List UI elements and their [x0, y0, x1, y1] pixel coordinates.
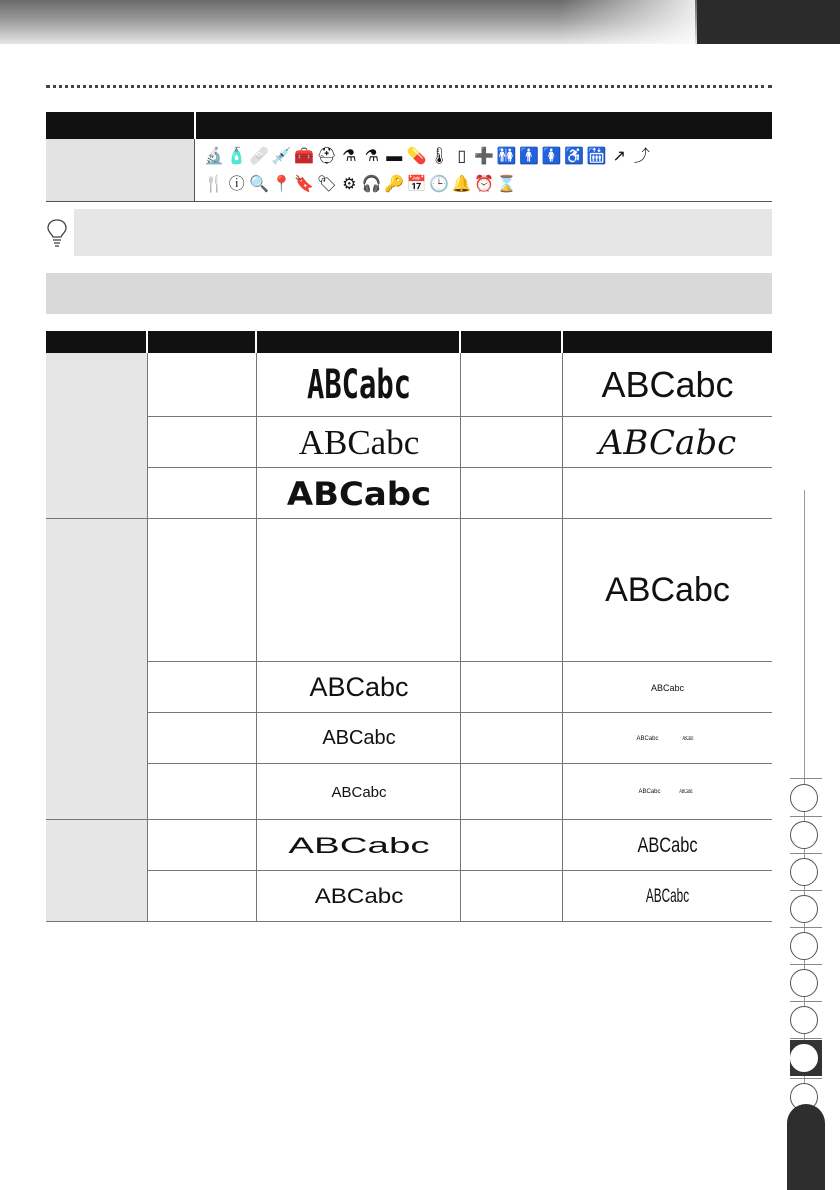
font-sample: ABCabc [298, 422, 420, 462]
dotted-divider [46, 85, 772, 88]
symbol-glyph: 🔔 [451, 176, 472, 193]
font-sample: ABCabc [605, 571, 730, 609]
font-sample: ABCabc [286, 474, 432, 513]
symbol-glyph: 🕒 [429, 176, 450, 193]
symbol-glyph: ⚙ [342, 176, 357, 193]
symbol-grid [194, 139, 772, 201]
symbol-glyph: ↗ [612, 148, 626, 165]
font-sample: ABCabc [288, 832, 430, 858]
column-divider [562, 353, 563, 922]
font-table-header-cell [563, 331, 772, 353]
symbol-category-cell [46, 139, 194, 201]
symbol-glyph: ⓘ [228, 176, 245, 193]
font-sample [257, 519, 461, 662]
font-sample: ABCabc [309, 672, 409, 702]
font-sample [563, 468, 772, 519]
font-category-cell [46, 353, 147, 519]
symbol-glyph: ⏰ [474, 176, 495, 193]
symbol-glyph: 🚺 [541, 148, 562, 165]
chapter-tab-3[interactable] [790, 854, 822, 890]
chapter-tab-4[interactable] [790, 891, 822, 927]
symbol-table-header-symbols [196, 112, 772, 139]
chapter-tab-5[interactable] [790, 928, 822, 964]
symbol-glyph: 🌡 [429, 148, 450, 165]
symbol-glyph: ⚗ [364, 148, 379, 165]
header-fade [560, 0, 695, 44]
symbol-glyph: 🎧 [361, 176, 382, 193]
symbol-table-bottom-rule [46, 201, 772, 202]
symbol-glyph: 📅 [406, 176, 427, 193]
chapter-tab-8-active[interactable] [790, 1040, 822, 1076]
font-sample: ABCabc [314, 884, 404, 908]
section-heading-bar [46, 273, 772, 314]
lightbulb-icon [46, 218, 68, 248]
symbol-glyph: 💊 [406, 148, 427, 165]
font-table-header-cell [148, 331, 255, 353]
symbol-row-2 [203, 175, 518, 195]
chapter-tab-7[interactable] [790, 1002, 822, 1038]
font-sample: ABCabc [636, 735, 659, 742]
font-sample: ABCabc [650, 682, 685, 693]
chapter-tab-1[interactable] [790, 780, 822, 816]
symbol-glyph: 🔬 [204, 148, 225, 165]
font-table-header-cell [461, 331, 561, 353]
note-box [74, 209, 772, 256]
column-divider [256, 353, 257, 922]
font-sample: ABCabc [331, 783, 387, 801]
column-divider [147, 353, 148, 922]
font-sample: ABCabc [601, 364, 734, 405]
size-category-cell [46, 519, 147, 820]
symbol-glyph: 🚹 [519, 148, 540, 165]
symbol-glyph: ▬ [386, 148, 403, 165]
symbol-glyph: ⤴ [633, 148, 650, 165]
font-sample: ABCabc [598, 422, 737, 463]
symbol-glyph: ⚗ [342, 148, 357, 165]
symbol-glyph: 🛗 [586, 148, 607, 165]
column-divider [460, 353, 461, 922]
symbol-glyph: ▯ [457, 148, 467, 165]
symbol-glyph: 🔍 [249, 176, 270, 193]
symbol-glyph: 🧴 [226, 148, 247, 165]
font-table-header-cell [46, 331, 146, 353]
chapter-tab-6[interactable] [790, 965, 822, 1001]
symbol-glyph: 🔑 [384, 176, 405, 193]
font-table-header-cell [257, 331, 459, 353]
symbol-glyph: 🔖 [294, 176, 315, 193]
font-sample: ABCabc [638, 789, 661, 795]
page-number-tab [787, 1104, 825, 1190]
symbol-glyph: ⌛ [496, 176, 517, 193]
width-category-cell [46, 820, 147, 922]
font-sample-tiny: ABCabc [678, 789, 693, 795]
font-sample: ABCabc [306, 362, 412, 408]
symbol-glyph: 🚻 [496, 148, 517, 165]
symbol-glyph: 🍴 [204, 176, 225, 193]
symbol-glyph: 💉 [271, 148, 292, 165]
symbol-glyph: ⛑ [316, 148, 337, 165]
symbol-glyph: ➕ [474, 148, 495, 165]
symbol-table-header-category [46, 112, 194, 139]
symbol-glyph: 📍 [271, 176, 292, 193]
font-sample: ABCabc [637, 833, 698, 857]
symbol-glyph: 🏷 [316, 176, 337, 193]
symbol-row-1 [203, 147, 653, 167]
font-sample: ABCabc [322, 727, 396, 749]
font-sample-tiny: ABCabc [682, 735, 694, 742]
font-sample: ABCabc [645, 885, 690, 907]
symbol-glyph: 🧰 [294, 148, 315, 165]
chapter-tab-2[interactable] [790, 817, 822, 853]
header-chapter-tab [697, 0, 840, 44]
symbol-glyph: ♿ [564, 148, 585, 165]
symbol-glyph: 🩹 [249, 148, 270, 165]
